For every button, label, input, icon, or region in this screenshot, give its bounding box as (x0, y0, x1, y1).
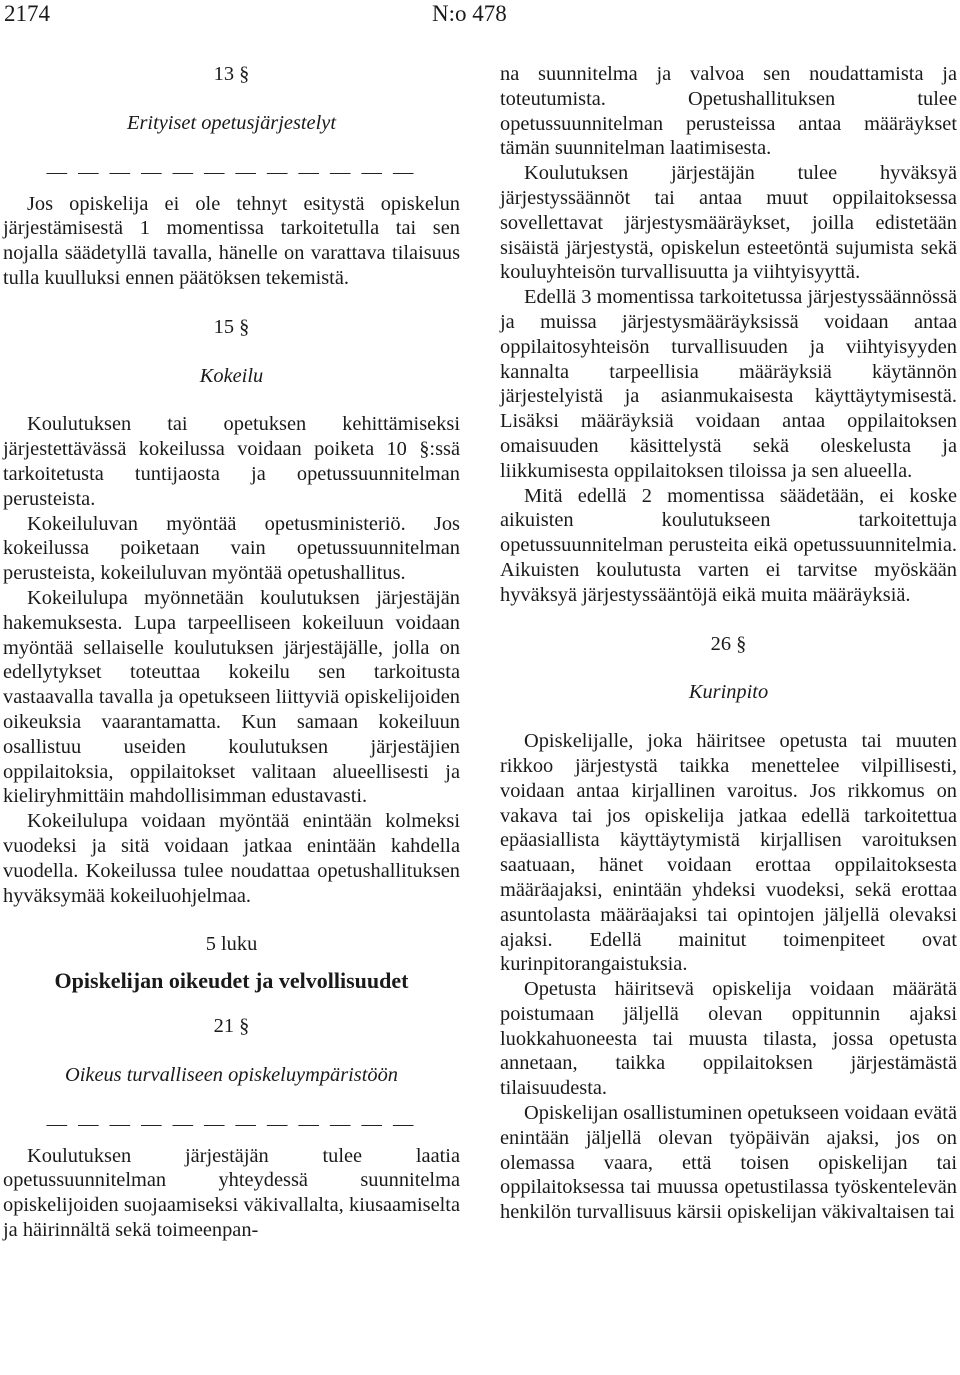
chapter-title: Opiskelijan oikeudet ja velvollisuudet (54, 968, 409, 994)
page-number: 2174 (4, 1, 50, 26)
section-26-title: Kurinpito (688, 681, 769, 704)
section-21-title: Oikeus turvalliseen opiskeluympäristöön (65, 1063, 398, 1086)
section-13-paragraph: Jos opiskelija ei ole tehnyt esitystä opiskelun järjestämisestä 1 momentissa tarkoitetulla tai sen nojalla säädetyllä tavalla, hänelle on varattava tilaisuus tulla kuulluksi ennen päätöksen tekemistä. (3, 192, 460, 289)
section-15-paragraph-3: Kokeilulupa myönnetään koulutuksen järjestäjän hakemuksesta. Lupa tarpeelliseen kokeiluun voidaan myöntää sellaiselle koulutuksen järjestäjälle, jolla on edellytykset toteuttaa kokeilu sen tarkoitusta vastaavalla tavalla ja opetukseen liittyviä opiskelijoiden oikeuksia vaarantamatta. Kun samaan kokeiluun osallistuu useiden koulutuksen järjestäjien oppilaitoksia, oppilaitokset valitaan alueellisesti ja kieliryhmittäin mahdollisimman edustavasti. (3, 586, 460, 808)
section-15-paragraph-2: Kokeiluluvan myöntää opetusministeriö. Jos kokeilussa poiketaan vain opetussuunnitelman perusteista, kokeiluluvan myöntää opetushallitus. (3, 512, 460, 585)
section-21-paragraph-2: Koulutuksen järjestäjän tulee hyväksyä järjestyssäännöt tai antaa muut oppilaitoksessa sovellettavat järjestysmääräykset, joilla edistetään sisäistä järjestystä, opiskelun esteetöntä sujumista sekä kouluyhteisön turvallisuutta ja viihtyisyyttä. (500, 162, 957, 284)
section-15-paragraph-4: Kokeilulupa voidaan myöntää enintään kolmeksi vuodeksi ja sitä voidaan jatkaa enintään kahdella vuodella. Kokeilussa tulee noudattaa opetushallituksen hyväksymää kokeiluohjelmaa. (3, 810, 460, 907)
section-26-paragraph-3: Opiskelijan osallistuminen opetukseen voidaan evätä enintään jäljellä olevan työpäivän ajaksi, jos on olemassa vaara, että toisen opiskelijan tai oppilaitoksessa tai muussa opetustilassa työskentelevän henkilön turvallisuus kärsii opiskelijan väkivaltaisen tai (500, 1102, 957, 1224)
section-26-paragraph-2: Opetusta häiritsevä opiskelija voidaan määrätä poistumaan jäljellä olevan oppitunnin ajaksi luokkahuoneesta tai muusta tilasta, jossa opetusta annetaan, taikka oppilaitoksen järjestämästä tilaisuudesta. (500, 978, 957, 1100)
section-15-paragraph-1: Koulutuksen tai opetuksen kehittämiseksi järjestettävässä kokeilussa voidaan poiketa 10 §:ssä tarkoitetusta tuntijaosta ja opetussuunnitelman perusteista. (3, 413, 460, 510)
section-13-title: Erityiset opetusjärjestelyt (127, 111, 336, 134)
omission-dashes: — — — — — — — — — — — — (46, 160, 417, 182)
omission-dashes-2: — — — — — — — — — — — — (46, 1112, 417, 1134)
issue-number: N:o 478 (432, 1, 507, 26)
section-21-paragraph-3: Edellä 3 momentissa tarkoitetussa järjestyssäännössä ja muissa järjestysmääräyksissä voidaan antaa oppilaitosyhteisön turvallisuuden ja viihtyisyyden kannalta tarpeellisia määräyksiä käytännön järjestelyistä ja asianmukaisesta käyttäytymisestä. Lisäksi määräyksiä voidaan antaa oppilaitoksen omaisuuden käsittelystä sekä oleskelusta ja liikkumisesta oppilaitoksen tiloissa ja sen alueella. (500, 286, 957, 482)
continued-paragraph: na suunnitelma ja valvoa sen noudattamista ja toteutumista. Opetushallituksen tulee opetussuunnitelman perusteissa antaa määräykset tämän suunnitelman laatimisesta. (500, 63, 957, 160)
left-column (3, 62, 460, 1243)
right-column (500, 62, 957, 1225)
section-26-number: 26 § (710, 632, 747, 655)
section-21-paragraph-1: Koulutuksen järjestäjän tulee laatia opetussuunnitelman yhteydessä suunnitelma opiskelijoiden suojaamiseksi väkivallalta, kiusaamiselta ja häirinnältä sekä toimeenpan- (3, 1144, 460, 1241)
page-header (0, 0, 960, 34)
section-13-number: 13 § (213, 63, 250, 85)
chapter-number: 5 luku (205, 933, 258, 956)
section-21-number: 21 § (213, 1014, 250, 1037)
section-26-paragraph-1: Opiskelijalle, joka häiritsee opetusta tai muuten rikkoo järjestystä taikka menettelee vilpillisesti, voidaan antaa kirjallinen varoitus. Jos rikkomus on vakava tai jos opiskelija jatkaa edellä tarkoitettua epäasiallista käyttäytymistä kirjallisen varoituksen saatuaan, hänet voidaan erottaa oppilaitoksesta määräajaksi, enintään yhdeksi vuodeksi, sekä erottaa asuntolasta määräajaksi tai opintojen jäljellä olevaksi ajaksi. Edellä mainitut toimenpiteet ovat kurinpitorangaistuksia. (500, 730, 957, 976)
section-21-paragraph-4: Mitä edellä 2 momentissa säädetään, ei koske aikuisten koulutukseen tarkoitettuja opetussuunnitelman perusteita eikä opetussuunnitelmia. Aikuisten koulutusta varten ei tarvitse myöskään hyväksyä järjestyssääntöjä eikä muita määräyksiä. (500, 484, 957, 606)
section-15-title: Kokeilu (199, 364, 264, 387)
section-15-number: 15 § (213, 315, 250, 338)
